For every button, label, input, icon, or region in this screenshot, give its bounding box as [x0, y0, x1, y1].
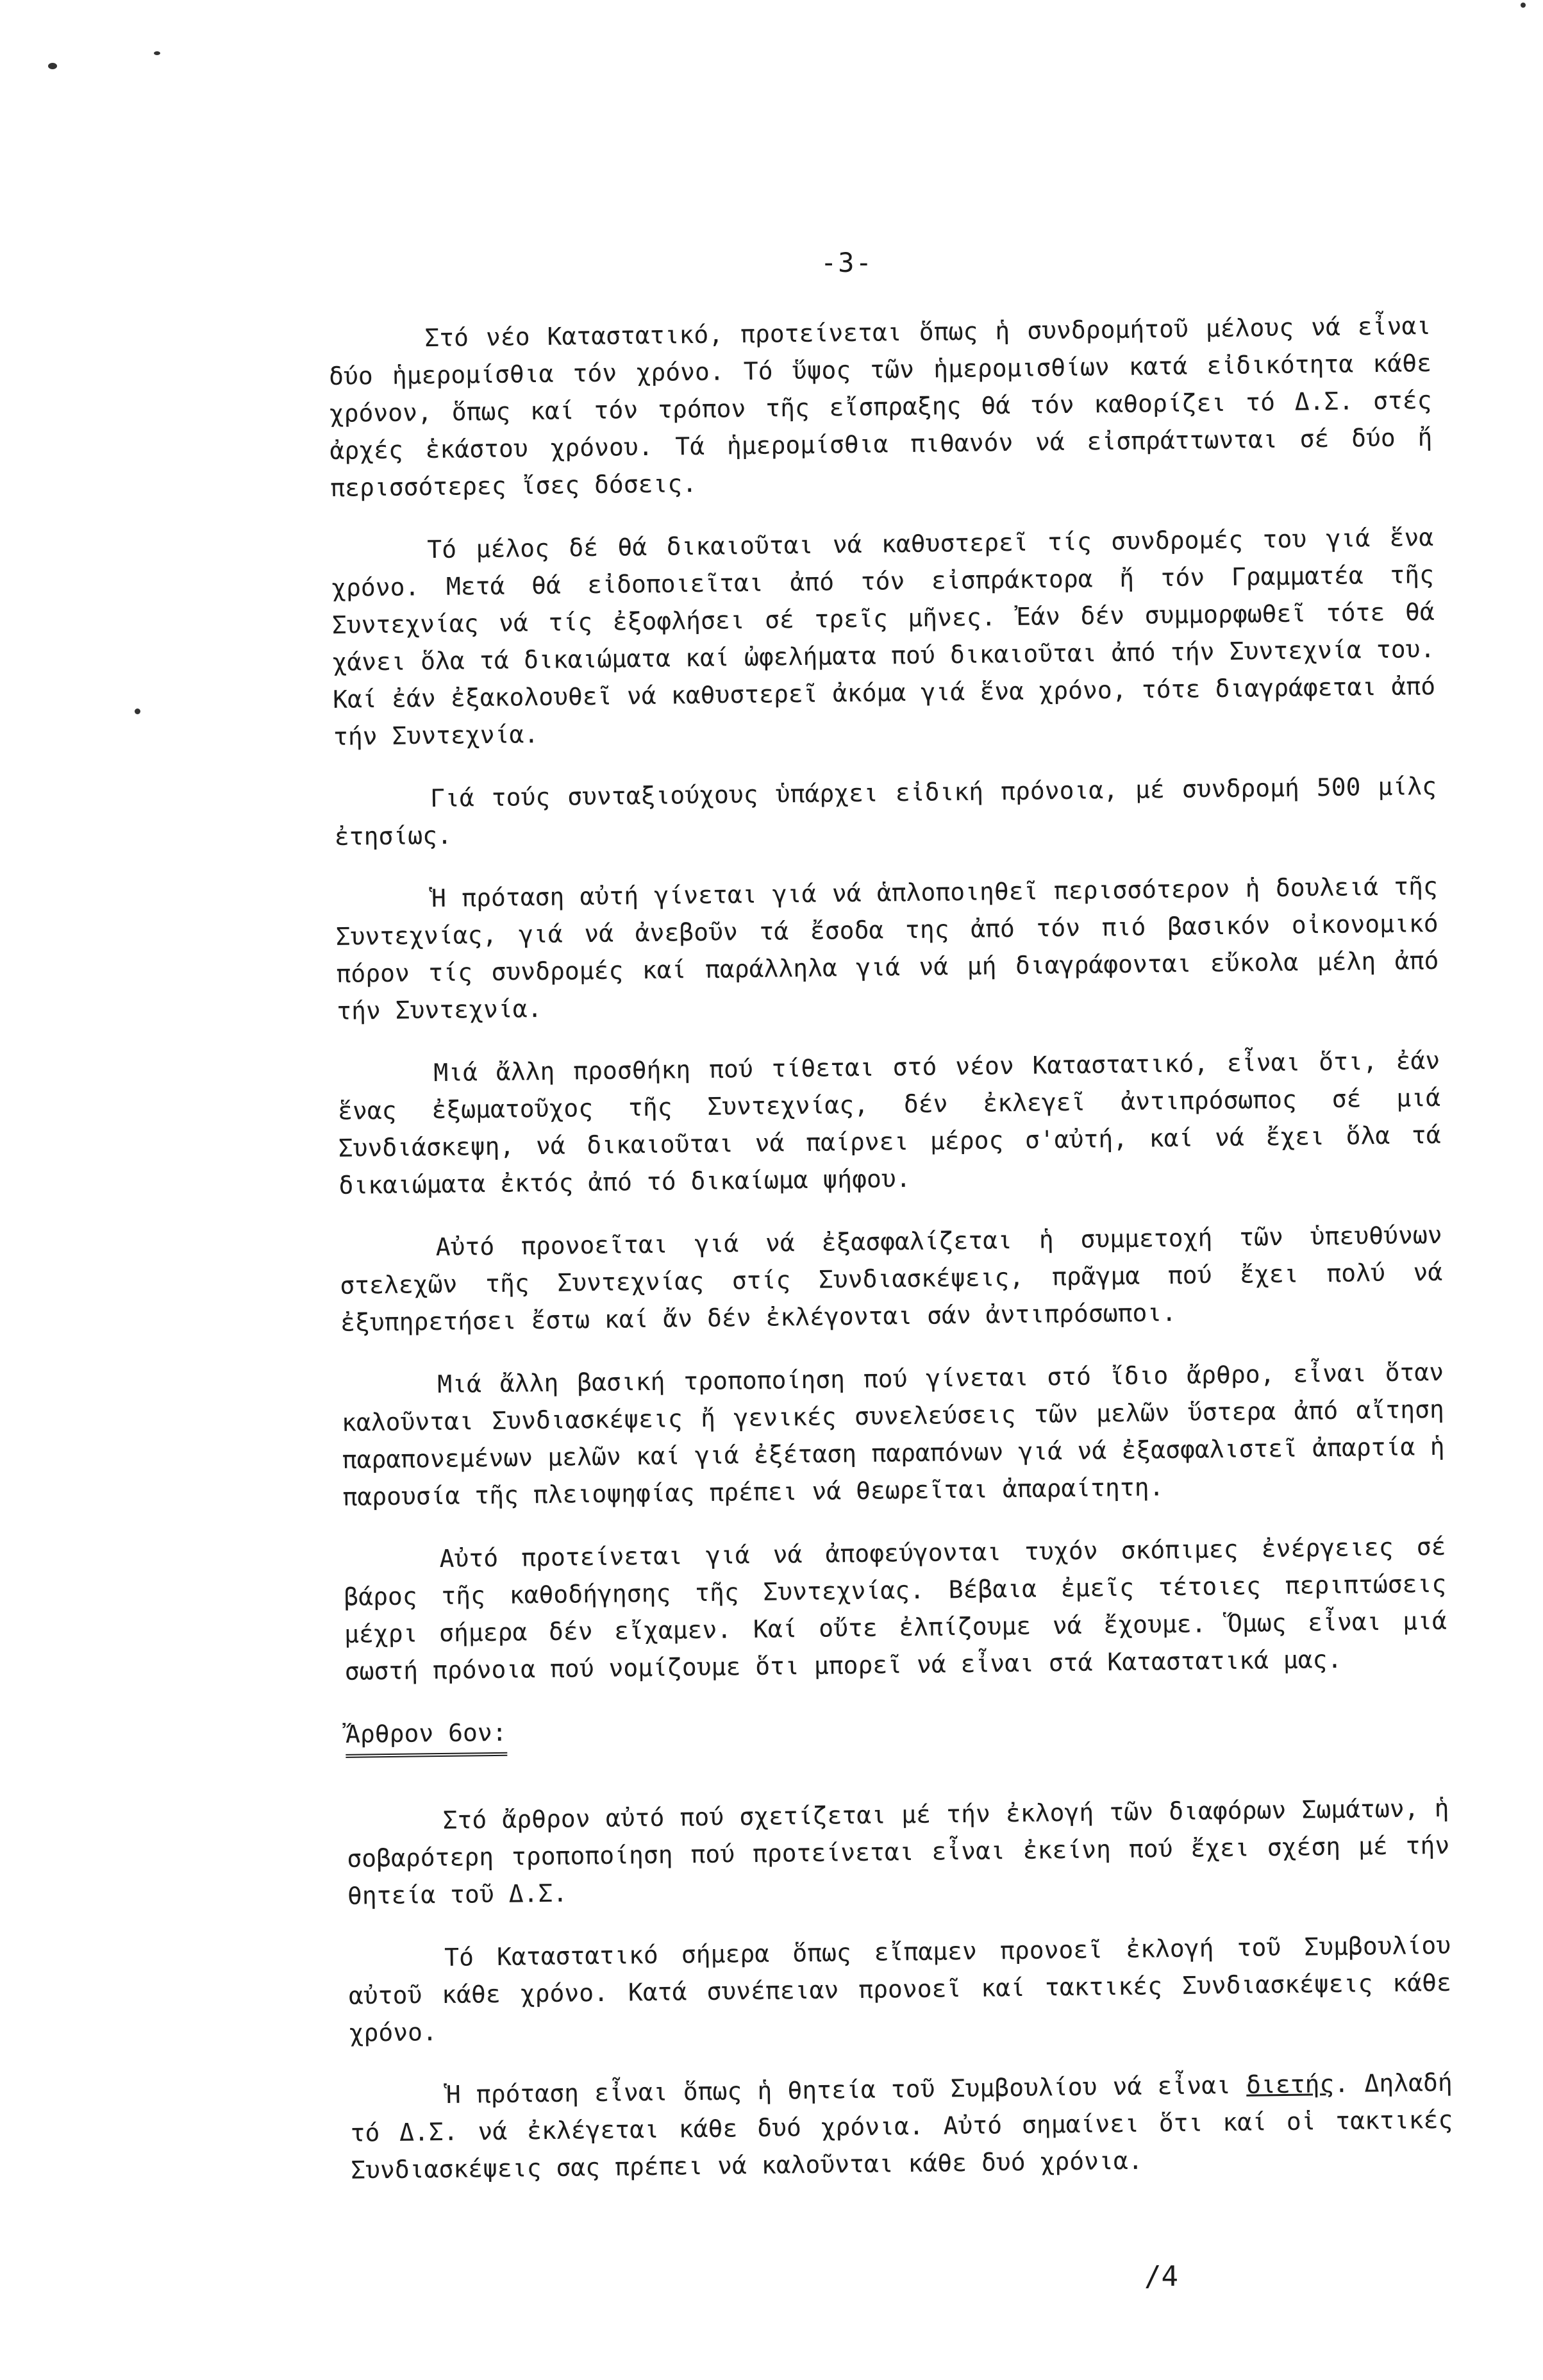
scan-speck: [154, 51, 160, 55]
section-heading: Ἄρθρον 6ον:: [346, 1714, 507, 1758]
paragraph-4: Ἡ πρόταση αὐτή γίνεται γιά νά ἁπλοποιηθεῖ περισσότερον ἡ δουλειά τῆς Συντεχνίας, γιά νά ἀνεβοῦν τά ἔσοδα της ἀπό τόν πιό βασικόν οἰκονομικό πόρον τίς συνδρομές καί παράλληλα γιά νά μή διαγράφονται εὔκολα μέλη ἀπό τήν Συντεχνία.: [335, 871, 1439, 1025]
paragraph-5: Μιά ἄλλη προσθήκη πού τίθεται στό νέον Καταστατικό, εἶναι ὅτι, ἐάν ἕνας ἐξωματοῦχος τῆς Συντεχνίας, δέν ἐκλεγεῖ ἀντιπρόσωπος σέ μιά Συνδιάσκεψη, νά δικαιοῦται νά παίρνει μέρος σ'αὐτή, καί νά ἔχει ὅλα τά δικαιώματα ἐκτός ἀπό τό δικαίωμα ψήφου.: [337, 1046, 1441, 1200]
paragraph-8: Αὐτό προτείνεται γιά νά ἀποφεύγονται τυχόν σκόπιμες ἐνέργειες σέ βάρος τῆς καθοδήγησης τῆς Συντεχνίας. Βέβαια ἐμεῖς τέτοιες περιπτώσεις μέχρι σήμερα δέν εἴχαμεν. Καί οὔτε ἐλπίζουμε νά ἔχουμε. Ὅμως εἶναι μιά σωστή πρόνοια πού νομίζουμε ὅτι μπορεῖ νά εἶναι στά Καταστατικά μας.: [344, 1532, 1447, 1686]
section-paragraph-1: Στό ἄρθρον αὐτό πού σχετίζεται μέ τήν ἐκλογή τῶν διαφόρων Σωμάτων, ἡ σοβαρότερη τροποποίηση πού προτείνεται εἶναι ἐκείνη πού ἔχει σχέση μέ τήν θητεία τοῦ Δ.Σ.: [347, 1793, 1450, 1910]
paragraph-7: Μιά ἄλλη βασική τροποποίηση πού γίνεται στό ἴδιο ἄρθρο, εἶναι ὅταν καλοῦνται Συνδιασκέψεις ἤ γενικές συνελεύσεις τῶν μελῶν ὕστερα ἀπό αἴτηση παραπονεμένων μελῶν καί γιά ἐξέταση παραπόνων γιά νά ἐξασφαλιστεῖ ἀπαρτία ἡ παρουσία τῆς πλειοψηφίας πρέπει νά θεωρεῖται ἀπαραίτητη.: [341, 1357, 1445, 1511]
scan-speck: [135, 708, 140, 714]
scan-speck: [48, 63, 57, 69]
paragraph-1: Στό νέο Καταστατικό, προτείνεται ὅπως ἡ συνδρομήτοῦ μέλους νά εἶναι δύο ἡμερομίσθια τόν χρόνο. Τό ὕψος τῶν ἡμερομισθίων κατά εἰδικότητα κάθε χρόνον, ὅπως καί τόν τρόπον τῆς εἴσπραξης θά τόν καθορίζει τό Δ.Σ. στές ἀρχές ἑκάστου χρόνου. Τά ἡμερομίσθια πιθανόν νά εἰσπράττωνται σέ δύο ἤ περισσότερες ἴσες δόσεις.: [328, 311, 1433, 502]
paragraph-3: Γιά τούς συνταξιούχους ὑπάρχει εἰδική πρόνοια, μέ συνδρομή 500 μίλς ἐτησίως.: [334, 771, 1437, 851]
page-number: -3-: [821, 247, 873, 278]
final-paragraph-start: Ἡ πρόταση εἶναι ὅπως ἡ θητεία τοῦ Συμβουλίου νά εἶναι: [446, 2070, 1247, 2109]
final-paragraph: [349, 2064, 1453, 2189]
final-paragraph-end: . Δηλαδή τό Δ.Σ. νά ἐκλέγεται κάθε δυό χρόνια. Αὐτό σημαίνει ὅτι καί οἱ τακτικές Συνδιασκέψεις σας πρέπει νά καλοῦνται κάθε δυό χρόνια.: [350, 2068, 1453, 2184]
paragraph-2: Τό μέλος δέ θά δικαιοῦται νά καθυστερεῖ τίς συνδρομές του γιά ἕνα χρόνο. Μετά θά εἰδοποιεῖται ἀπό τόν εἰσπράκτορα ἤ τόν Γραμματέα τῆς Συντεχνίας νά τίς ἐξοφλήσει σέ τρεῖς μῆνες. Ἐάν δέν συμμορφωθεῖ τότε θά χάνει ὅλα τά δικαιώματα καί ὠφελήματα πού δικαιοῦται ἀπό τήν Συντεχνία του. Καί ἐάν ἐξακολουθεῖ νά καθυστερεῖ ἀκόμα γιά ἕνα χρόνο, τότε διαγράφεται ἀπό τήν Συντεχνία.: [331, 523, 1436, 751]
body-text: [328, 307, 1454, 2215]
section-paragraph-2: Τό Καταστατικό σήμερα ὅπως εἴπαμεν προνοεῖ ἐκλογή τοῦ Συμβουλίου αὐτοῦ κάθε χρόνο. Κατά συνέπειαν προνοεῖ καί τακτικές Συνδιασκέψεις κάθε χρόνο.: [348, 1931, 1452, 2047]
next-page-marker: /4: [1144, 2260, 1178, 2293]
underlined-term: διετής: [1246, 2070, 1335, 2099]
paragraph-6: Αὐτό προνοεῖται γιά νά ἐξασφαλίζεται ἡ συμμετοχή τῶν ὑπευθύνων στελεχῶν τῆς Συντεχνίας στίς Συνδιασκέψεις, πρᾶγμα πού ἔχει πολύ νά ἐξυπηρετήσει ἔστω καί ἄν δέν ἐκλέγονται σάν ἀντιπρόσωποι.: [340, 1220, 1443, 1337]
scan-speck: [1521, 3, 1526, 8]
